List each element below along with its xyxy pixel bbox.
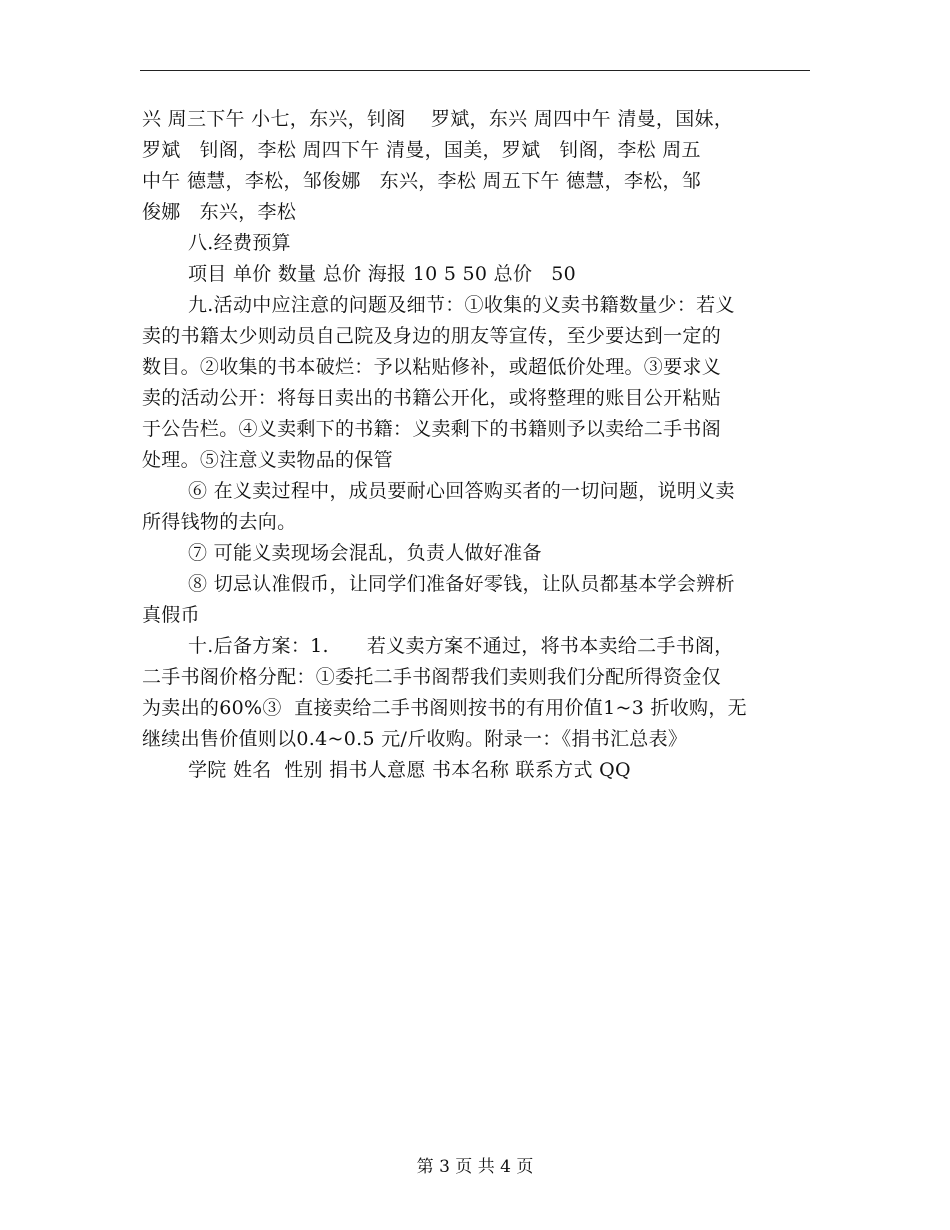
document-body (142, 104, 810, 786)
text-line: 兴 周三下午 小七，东兴，钊阁 罗斌，东兴 周四中午 清曼，国妹， (142, 108, 734, 130)
text-line: ⑧ 切忌认准假币，让同学们准备好零钱，让队员都基本学会辨析 (188, 573, 735, 595)
text-line: 卖的书籍太少则动员自己院及身边的朋友等宣传，至少要达到一定的 (142, 325, 722, 347)
text-line: 罗斌 钊阁，李松 周四下午 清曼，国美，罗斌 钊阁，李松 周五 (142, 139, 701, 161)
page-number: 第 3 页 共 4 页 (416, 1157, 534, 1177)
text-line: 十.后备方案：1. 若义卖方案不通过，将书本卖给二手书阁， (188, 635, 734, 657)
text-line: 所得钱物的去向。 (142, 511, 297, 533)
header-rule (140, 70, 810, 71)
text-line: 二手书阁价格分配：①委托二手书阁帮我们卖则我们分配所得资金仅 (142, 666, 722, 688)
text-line: 数目。②收集的书本破烂：予以粘贴修补，或超低价处理。③要求义 (142, 356, 722, 378)
text-line: 真假币 (142, 604, 200, 626)
text-line: 俊娜 东兴，李松 (142, 201, 297, 223)
text-line: 学院 姓名 性别 捐书人意愿 书本名称 联系方式 QQ (188, 759, 631, 781)
text-line: 继续出售价值则以0.4~0.5 元/斤收购。附录一：《捐书汇总表》 (142, 728, 688, 750)
text-line: ⑦ 可能义卖现场会混乱，负责人做好准备 (188, 542, 542, 564)
text-line: 卖的活动公开：将每日卖出的书籍公开化，或将整理的账目公开粘贴 (142, 387, 722, 409)
text-line: 中午 德慧，李松，邹俊娜 东兴，李松 周五下午 德慧，李松，邹 (142, 170, 702, 192)
text-line: 八.经费预算 (188, 232, 291, 254)
text-line: ⑥ 在义卖过程中，成员要耐心回答购买者的一切问题，说明义卖 (188, 480, 735, 502)
text-line: 为卖出的60%③ 直接卖给二手书阁则按书的有用价值1~3 折收购，无 (142, 697, 747, 719)
text-line: 九.活动中应注意的问题及细节：①收集的义卖书籍数量少：若义 (188, 294, 735, 316)
text-line: 于公告栏。④义卖剩下的书籍：义卖剩下的书籍则予以卖给二手书阁 (142, 418, 722, 440)
text-line: 项目 单价 数量 总价 海报 10 5 50 总价 50 (188, 263, 577, 285)
text-line: 处理。⑤注意义卖物品的保管 (142, 449, 393, 471)
